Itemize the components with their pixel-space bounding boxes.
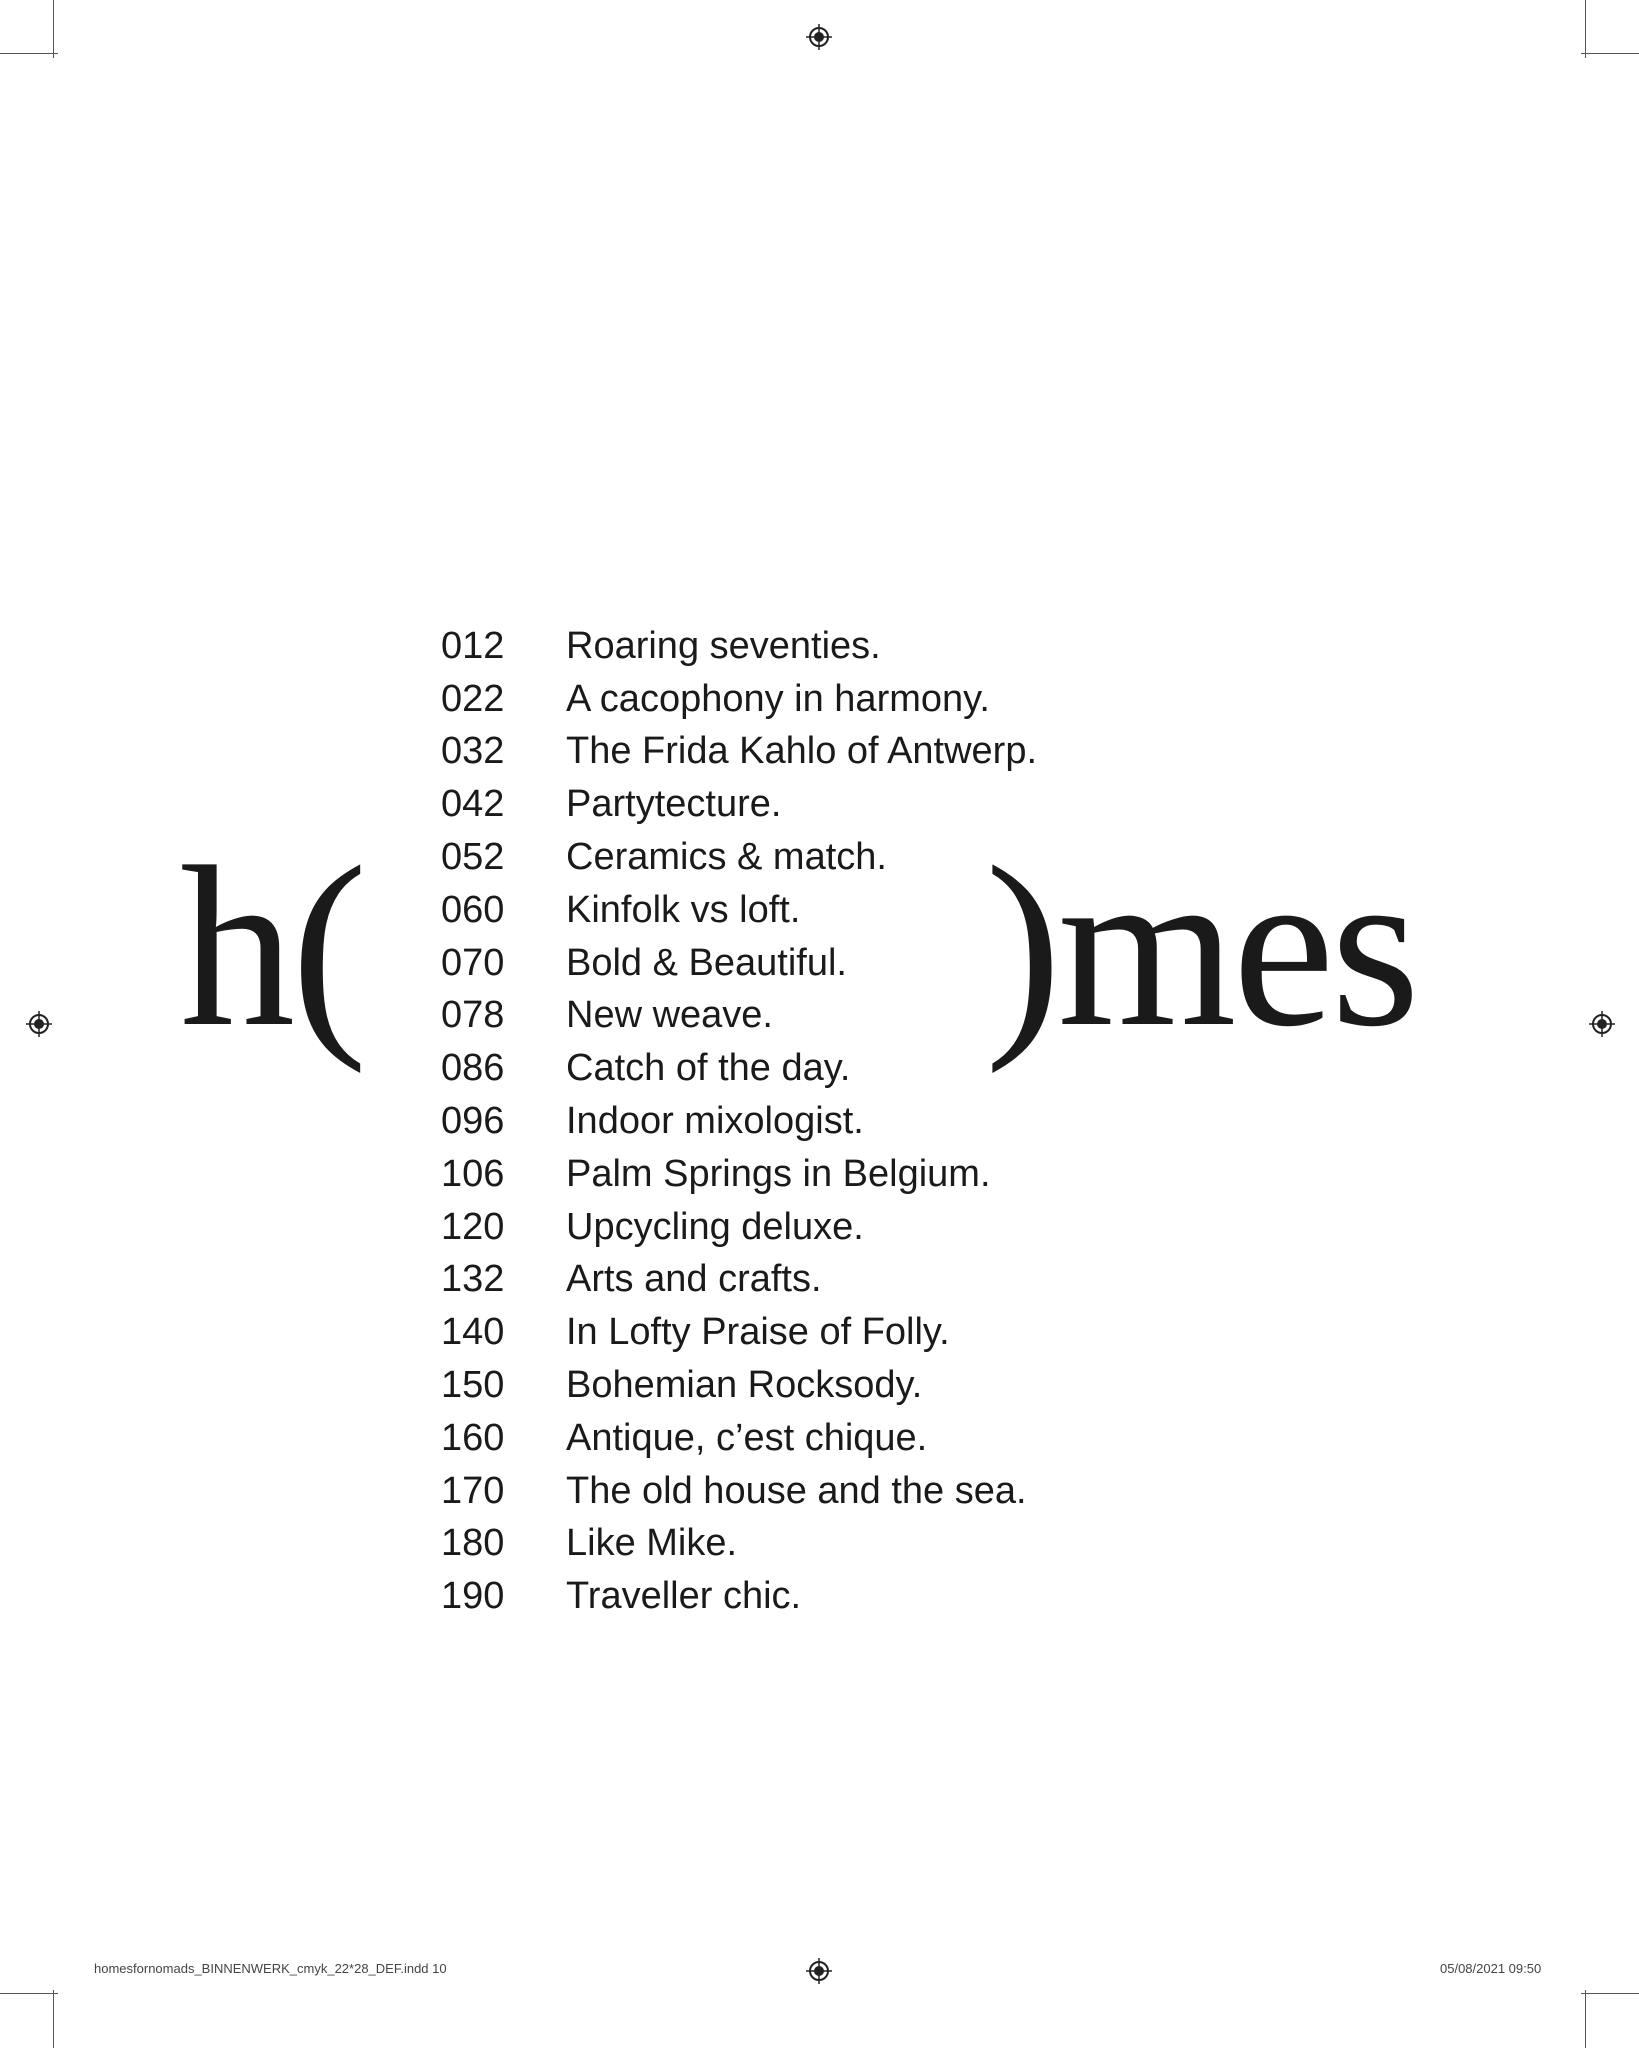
toc-page-number: 012 bbox=[441, 624, 505, 667]
toc-title: Roaring seventies. bbox=[566, 624, 881, 667]
crop-mark bbox=[53, 1990, 54, 2048]
table-of-contents bbox=[441, 620, 1037, 1623]
crop-mark bbox=[1581, 53, 1639, 54]
toc-entry bbox=[441, 1570, 1037, 1623]
toc-title: Catch of the day. bbox=[566, 1047, 851, 1090]
toc-title: Arts and crafts. bbox=[566, 1258, 822, 1301]
toc-page-number: 160 bbox=[441, 1416, 505, 1459]
toc-title: Ceramics & match. bbox=[566, 836, 887, 879]
toc-title: New weave. bbox=[566, 994, 773, 1037]
toc-page-number: 190 bbox=[441, 1575, 505, 1618]
toc-entry bbox=[441, 1201, 1037, 1254]
toc-entry bbox=[441, 1042, 1037, 1095]
slug-datetime: 05/08/2021 09:50 bbox=[1440, 1961, 1542, 1976]
toc-page-number: 042 bbox=[441, 783, 505, 826]
toc-title: Bohemian Rocksody. bbox=[566, 1364, 923, 1407]
toc-page-number: 170 bbox=[441, 1469, 505, 1512]
toc-page-number: 140 bbox=[441, 1311, 505, 1354]
crop-mark bbox=[0, 53, 58, 54]
crop-mark bbox=[1585, 1990, 1586, 2048]
crop-mark bbox=[1585, 0, 1586, 58]
toc-entry bbox=[441, 1306, 1037, 1359]
crop-mark bbox=[0, 1993, 58, 1994]
toc-title: Palm Springs in Belgium. bbox=[566, 1152, 991, 1195]
toc-title: Traveller chic. bbox=[566, 1575, 802, 1618]
toc-title: Upcycling deluxe. bbox=[566, 1205, 864, 1248]
crop-mark bbox=[1581, 1993, 1639, 1994]
toc-title: Antique, c’est chique. bbox=[566, 1416, 928, 1459]
toc-page-number: 180 bbox=[441, 1522, 505, 1565]
slug-filename: homesfornomads_BINNENWERK_cmyk_22*28_DEF.indd 10 bbox=[94, 1961, 447, 1976]
toc-entry bbox=[441, 937, 1037, 990]
toc-title: Kinfolk vs loft. bbox=[566, 888, 801, 931]
toc-title: Partytecture. bbox=[566, 783, 782, 826]
toc-page-number: 022 bbox=[441, 677, 505, 720]
toc-page-number: 150 bbox=[441, 1364, 505, 1407]
toc-title: A cacophony in harmony. bbox=[566, 677, 990, 720]
toc-entry bbox=[441, 1254, 1037, 1307]
toc-page-number: 086 bbox=[441, 1047, 505, 1090]
registration-mark-icon bbox=[806, 1958, 832, 1984]
brand-wordmark-right: )mes bbox=[985, 819, 1417, 1074]
toc-title: The old house and the sea. bbox=[566, 1469, 1027, 1512]
toc-entry bbox=[441, 1518, 1037, 1571]
toc-entry bbox=[441, 726, 1037, 779]
toc-entry bbox=[441, 778, 1037, 831]
toc-page-number: 032 bbox=[441, 730, 505, 773]
toc-page-number: 120 bbox=[441, 1205, 505, 1248]
toc-title: Indoor mixologist. bbox=[566, 1100, 864, 1143]
registration-mark-icon bbox=[806, 24, 832, 50]
registration-mark-icon bbox=[26, 1011, 52, 1037]
toc-entry bbox=[441, 1412, 1037, 1465]
toc-title: Bold & Beautiful. bbox=[566, 941, 847, 984]
toc-page-number: 052 bbox=[441, 836, 505, 879]
toc-entry bbox=[441, 1465, 1037, 1518]
crop-mark bbox=[53, 0, 54, 58]
toc-entry bbox=[441, 1095, 1037, 1148]
toc-entry bbox=[441, 1148, 1037, 1201]
toc-page-number: 078 bbox=[441, 994, 505, 1037]
toc-entry bbox=[441, 990, 1037, 1043]
toc-page-number: 060 bbox=[441, 888, 505, 931]
toc-title: Like Mike. bbox=[566, 1522, 738, 1565]
toc-entry bbox=[441, 1359, 1037, 1412]
toc-entry bbox=[441, 831, 1037, 884]
registration-mark-icon bbox=[1589, 1011, 1615, 1037]
toc-page-number: 106 bbox=[441, 1152, 505, 1195]
toc-entry bbox=[441, 884, 1037, 937]
brand-wordmark-left: h( bbox=[180, 819, 364, 1074]
toc-page-number: 132 bbox=[441, 1258, 505, 1301]
toc-entry bbox=[441, 620, 1037, 673]
toc-page-number: 070 bbox=[441, 941, 505, 984]
toc-title: The Frida Kahlo of Antwerp. bbox=[566, 730, 1038, 773]
toc-title: In Lofty Praise of Folly. bbox=[566, 1311, 950, 1354]
toc-entry bbox=[441, 673, 1037, 726]
toc-page-number: 096 bbox=[441, 1100, 505, 1143]
